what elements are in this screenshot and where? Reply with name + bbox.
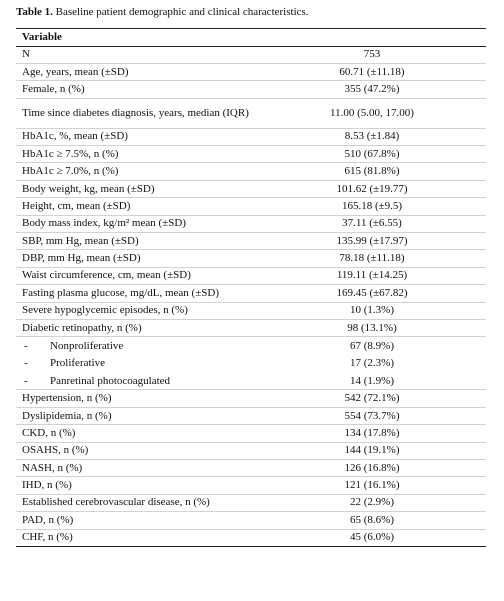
table-header-row [16, 29, 486, 47]
row-label: Fasting plasma glucose, mg/dL, mean (±SD) [22, 286, 219, 299]
table-row [16, 99, 486, 129]
table-row [16, 81, 486, 98]
table-row [16, 477, 486, 494]
row-label: CHF, n (%) [22, 531, 73, 544]
table-row [16, 303, 486, 320]
subrow-value: 67 (8.9%) [350, 339, 394, 352]
table-row [16, 530, 486, 547]
table-row [16, 250, 486, 267]
row-label: Waist circumference, cm, mean (±SD) [22, 269, 191, 282]
table-row [16, 408, 486, 425]
row-value: 134 (17.8%) [344, 426, 400, 439]
row-label: Dyslipidemia, n (%) [22, 409, 112, 422]
table-row [16, 64, 486, 81]
row-value: 22 (2.9%) [350, 496, 394, 509]
row-label: HbA1c ≥ 7.0%, n (%) [22, 165, 119, 178]
row-value: 37.11 (±6.55) [342, 217, 402, 230]
table-row [16, 47, 486, 64]
row-value: 10 (1.3%) [350, 304, 394, 317]
row-label: IHD, n (%) [22, 479, 72, 492]
row-value: 542 (72.1%) [344, 392, 400, 405]
table-row [16, 425, 486, 442]
row-label: Body mass index, kg/m² mean (±SD) [22, 217, 186, 230]
row-value: 510 (67.8%) [344, 147, 400, 160]
row-value: 144 (19.1%) [344, 444, 400, 457]
row-value: 165.18 (±9.5) [341, 199, 403, 212]
row-value: 126 (16.8%) [344, 461, 400, 474]
row-label: Diabetic retinopathy, n (%) [22, 321, 142, 334]
row-value: 119.11 (±14.25) [336, 269, 408, 282]
row-label: Height, cm, mean (±SD) [22, 199, 131, 212]
row-value: 45 (6.0%) [350, 531, 394, 544]
table-subrow [16, 373, 486, 391]
row-label: HbA1c ≥ 7.5%, n (%) [22, 147, 119, 160]
table-row [16, 129, 486, 146]
row-value: 101.62 (±19.77) [336, 182, 408, 195]
subrow-value: 14 (1.9%) [350, 374, 394, 387]
subrow-value: 17 (2.3%) [350, 357, 394, 370]
row-value: 355 (47.2%) [344, 82, 400, 95]
row-label: Established cerebrovascular disease, n (%) [22, 496, 210, 509]
table-row [16, 443, 486, 460]
row-label: CKD, n (%) [22, 426, 76, 439]
table-row [16, 163, 486, 180]
characteristics-table [16, 28, 486, 547]
table-row [16, 181, 486, 198]
row-label: Time since diabetes diagnosis, years, median (IQR) [22, 106, 249, 119]
row-label: PAD, n (%) [22, 513, 74, 526]
row-label: HbA1c, %, mean (±SD) [22, 130, 128, 143]
subrow-label-cell [16, 340, 296, 353]
row-label: DBP, mm Hg, mean (±SD) [22, 252, 141, 265]
dash-marker: - [24, 339, 28, 352]
table-subrow [16, 337, 486, 355]
table-row [16, 146, 486, 163]
row-value: 60.71 (±11.18) [339, 65, 405, 78]
row-value: 121 (16.1%) [344, 479, 400, 492]
subrow-label-cell [16, 357, 296, 370]
table-row [16, 390, 486, 407]
row-value: 98 (13.1%) [347, 321, 397, 334]
subrow-label: Nonproliferative [50, 339, 124, 352]
row-label: SBP, mm Hg, mean (±SD) [22, 234, 139, 247]
subrow-label-cell [16, 375, 296, 388]
table-row [16, 198, 486, 215]
dash-marker: - [24, 357, 28, 370]
table-row [16, 320, 486, 337]
row-value: 554 (73.7%) [344, 409, 400, 422]
table-row [16, 285, 486, 302]
row-label: Female, n (%) [22, 82, 85, 95]
row-value: 615 (81.8%) [344, 165, 400, 178]
row-label: NASH, n (%) [22, 461, 83, 474]
row-label: Age, years, mean (±SD) [22, 65, 129, 78]
row-value: 78.18 (±11.18) [339, 252, 405, 265]
row-value: 753 [363, 48, 381, 61]
table-subrow [16, 355, 486, 373]
row-value: 169.45 (±67.82) [336, 286, 408, 299]
row-value: 8.53 (±1.84) [344, 130, 400, 143]
row-label: Body weight, kg, mean (±SD) [22, 182, 155, 195]
row-label: Severe hypoglycemic episodes, n (%) [22, 304, 188, 317]
header-variable: Variable [22, 30, 62, 43]
dash-marker: - [24, 374, 28, 387]
table-row [16, 268, 486, 285]
table-row [16, 460, 486, 477]
row-label: OSAHS, n (%) [22, 444, 89, 457]
caption-text: Baseline patient demographic and clinical characteristics. [55, 6, 309, 18]
table-row [16, 216, 486, 233]
row-label: Hypertension, n (%) [22, 392, 112, 405]
table-row [16, 512, 486, 529]
caption-label: Table 1. [16, 6, 53, 18]
table-caption [16, 5, 309, 19]
row-value: 11.00 (5.00, 17.00) [330, 106, 414, 119]
row-label: N [22, 48, 30, 61]
row-value: 65 (8.6%) [350, 513, 394, 526]
row-value: 135.99 (±17.97) [336, 234, 408, 247]
subrow-label: Proliferative [50, 357, 105, 370]
table-row [16, 233, 486, 250]
table-row [16, 495, 486, 512]
subrow-label: Panretinal photocoagulated [50, 374, 171, 387]
